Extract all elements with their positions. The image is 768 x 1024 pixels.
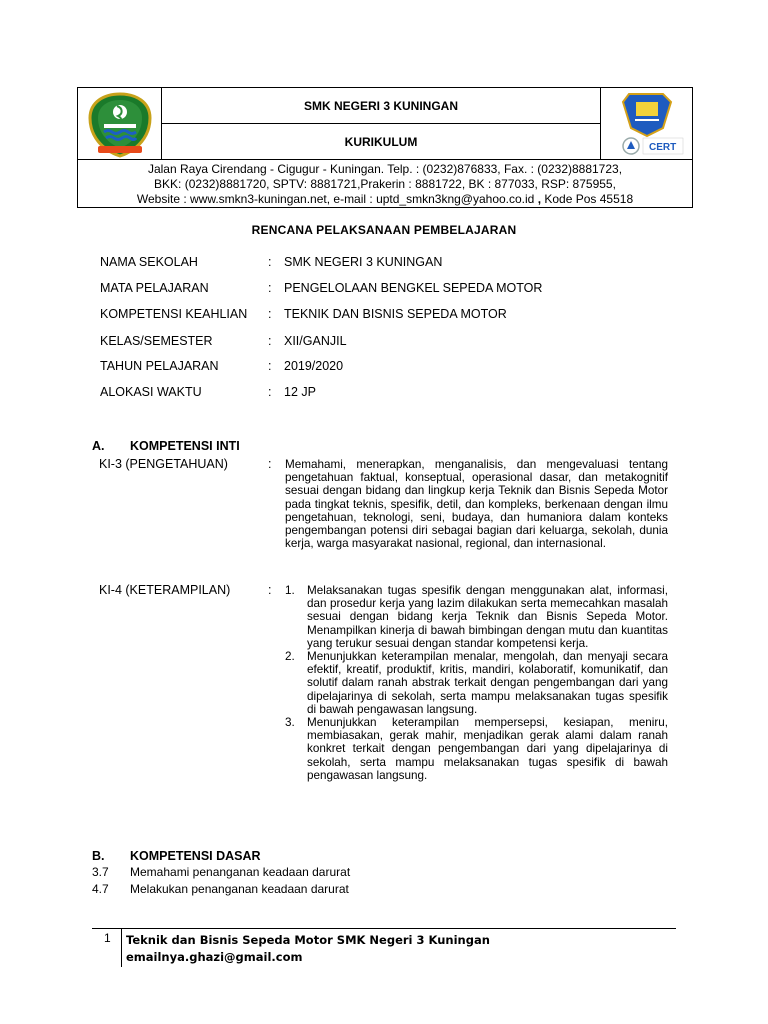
section-label: KOMPETENSI DASAR <box>130 849 261 863</box>
info-value: 2019/2020 <box>284 359 344 373</box>
info-colon: : <box>268 385 272 399</box>
info-value: 12 JP <box>284 385 316 399</box>
section-label: KOMPETENSI INTI <box>130 439 240 453</box>
list-number: 1. <box>285 584 295 597</box>
address-line-2: BKK: (0232)8881720, SPTV: 8881721,Prakerin : 8881722, BK : 877033, RSP: 875955, <box>154 177 616 191</box>
list-item <box>285 716 668 782</box>
document-title: RENCANA PELAKSANAAN PEMBELAJARAN <box>251 223 517 237</box>
list-number: 2. <box>285 650 295 664</box>
ki3-label: KI-3 (PENGETAHUAN) <box>99 457 228 471</box>
postal-code: Kode Pos 45518 <box>544 192 634 206</box>
address-line-1: Jalan Raya Cirendang - Cigugur - Kuningan. Telp. : (0232)876833, Fax. : (0232)8881723, <box>147 162 623 176</box>
section-number: B. <box>92 849 105 863</box>
footer-text <box>126 932 490 966</box>
info-colon: : <box>268 334 272 348</box>
footer-vertical-divider <box>121 929 122 967</box>
letterhead <box>77 87 693 208</box>
info-colon: : <box>268 307 272 321</box>
info-row-competency <box>100 307 600 323</box>
address-line-3 <box>78 192 692 207</box>
ki4-list <box>285 584 668 782</box>
info-row-school <box>100 255 600 271</box>
school-name: SMK NEGERI 3 KUNINGAN <box>162 88 600 124</box>
info-colon: : <box>268 281 272 295</box>
competency-text: Memahami penanganan keadaan darurat <box>130 865 351 879</box>
info-row-class <box>100 334 600 350</box>
info-value: SMK NEGERI 3 KUNINGAN <box>284 255 443 269</box>
list-text: Menunjukkan keterampilan menalar, mengolah, dan menyaji secara efektif, kreatif, produktif, kritis, mandiri, kolaboratif, komunikatif, dan solutif dalam ranah abstrak terkait dengan pengembangan dari yang dipelajarinya di sekolah, serta mampu melaksanakan tugas spesifik di bawah pengawasan langsung. <box>307 650 668 716</box>
school-and-cert-logos-icon <box>601 88 693 160</box>
info-value: TEKNIK DAN BISNIS SEPEDA MOTOR <box>284 307 507 321</box>
page-number: 1 <box>104 931 111 945</box>
list-number: 3. <box>285 716 295 730</box>
competency-text: Melakukan penanganan keadaan darurat <box>130 882 349 896</box>
section-number: A. <box>92 439 105 453</box>
info-row-year <box>100 359 600 375</box>
list-item <box>285 584 668 650</box>
document-category: KURIKULUM <box>162 124 600 160</box>
school-address <box>78 160 692 209</box>
info-row-subject <box>100 281 600 297</box>
info-colon: : <box>268 255 272 269</box>
cert-logo-text: CERT <box>649 142 677 153</box>
ki3-colon: : <box>268 457 272 471</box>
info-label: ALOKASI WAKTU <box>100 385 202 399</box>
info-label: KOMPETENSI KEAHLIAN <box>100 307 248 321</box>
info-label: KELAS/SEMESTER <box>100 334 213 348</box>
info-label: NAMA SEKOLAH <box>100 255 198 269</box>
province-emblem-icon <box>78 88 162 160</box>
website-email: Website : www.smkn3-kuningan.net, e-mail : uptd_smkn3kng@yahoo.co.id <box>136 192 535 206</box>
footer-line-2: emailnya.ghazi@gmail.com <box>126 950 303 964</box>
list-text: Menunjukkan keterampilan mempersepsi, kesiapan, meniru, membiasakan, gerak mahir, menjadikan gerak alami dalam ranah konkret terkait dengan pengembangan dari yang dipelajarinya di sekolah, serta mampu melaksanakan tugas spesifik di bawah pengawasan langsung. <box>307 716 668 782</box>
competency-code: 3.7 <box>92 865 109 879</box>
address-separator: , <box>534 192 545 206</box>
info-row-time <box>100 385 600 401</box>
province-logo-cell <box>78 88 162 160</box>
info-colon: : <box>268 359 272 373</box>
ki3-description: Memahami, menerapkan, menganalisis, dan mengevaluasi tentang pengetahuan faktual, konseptual, operasional dasar, dan metakognitif sesuai dengan bidang dan lingkup kerja Teknik dan Bisnis Sepeda Motor pada tingkat teknis, spesifik, detil, dan kompleks, berkenaan dengan ilmu pengetahuan, teknologi, seni, budaya, dan humaniora dalam konteks pengembangan potensi diri sebagai bagian dari keluarga, sekolah, dunia kerja, warga masyarakat nasional, regional, dan internasional. <box>285 458 668 551</box>
info-value: PENGELOLAAN BENGKEL SEPEDA MOTOR <box>284 281 543 295</box>
competency-code: 4.7 <box>92 882 109 896</box>
footer-divider <box>92 928 676 929</box>
footer-line-1: Teknik dan Bisnis Sepeda Motor SMK Negeri 3 Kuningan <box>126 933 490 947</box>
info-value: XII/GANJIL <box>284 334 347 348</box>
info-label: MATA PELAJARAN <box>100 281 209 295</box>
list-text: Melaksanakan tugas spesifik dengan menggunakan alat, informasi, dan prosedur kerja yang lazim dilakukan serta memecahkan masalah sesuai dengan bidang kerja Teknik dan Bisnis Sepeda Motor. Menampilkan kinerja di bawah bimbingan dengan mutu dan kuantitas yang terukur sesuai dengan standar kompetensi kerja. <box>307 584 668 650</box>
ki4-label: KI-4 (KETERAMPILAN) <box>99 583 231 597</box>
ki4-colon: : <box>268 583 272 597</box>
list-item <box>285 650 668 716</box>
certification-logo-cell <box>600 88 692 160</box>
info-label: TAHUN PELAJARAN <box>100 359 219 373</box>
